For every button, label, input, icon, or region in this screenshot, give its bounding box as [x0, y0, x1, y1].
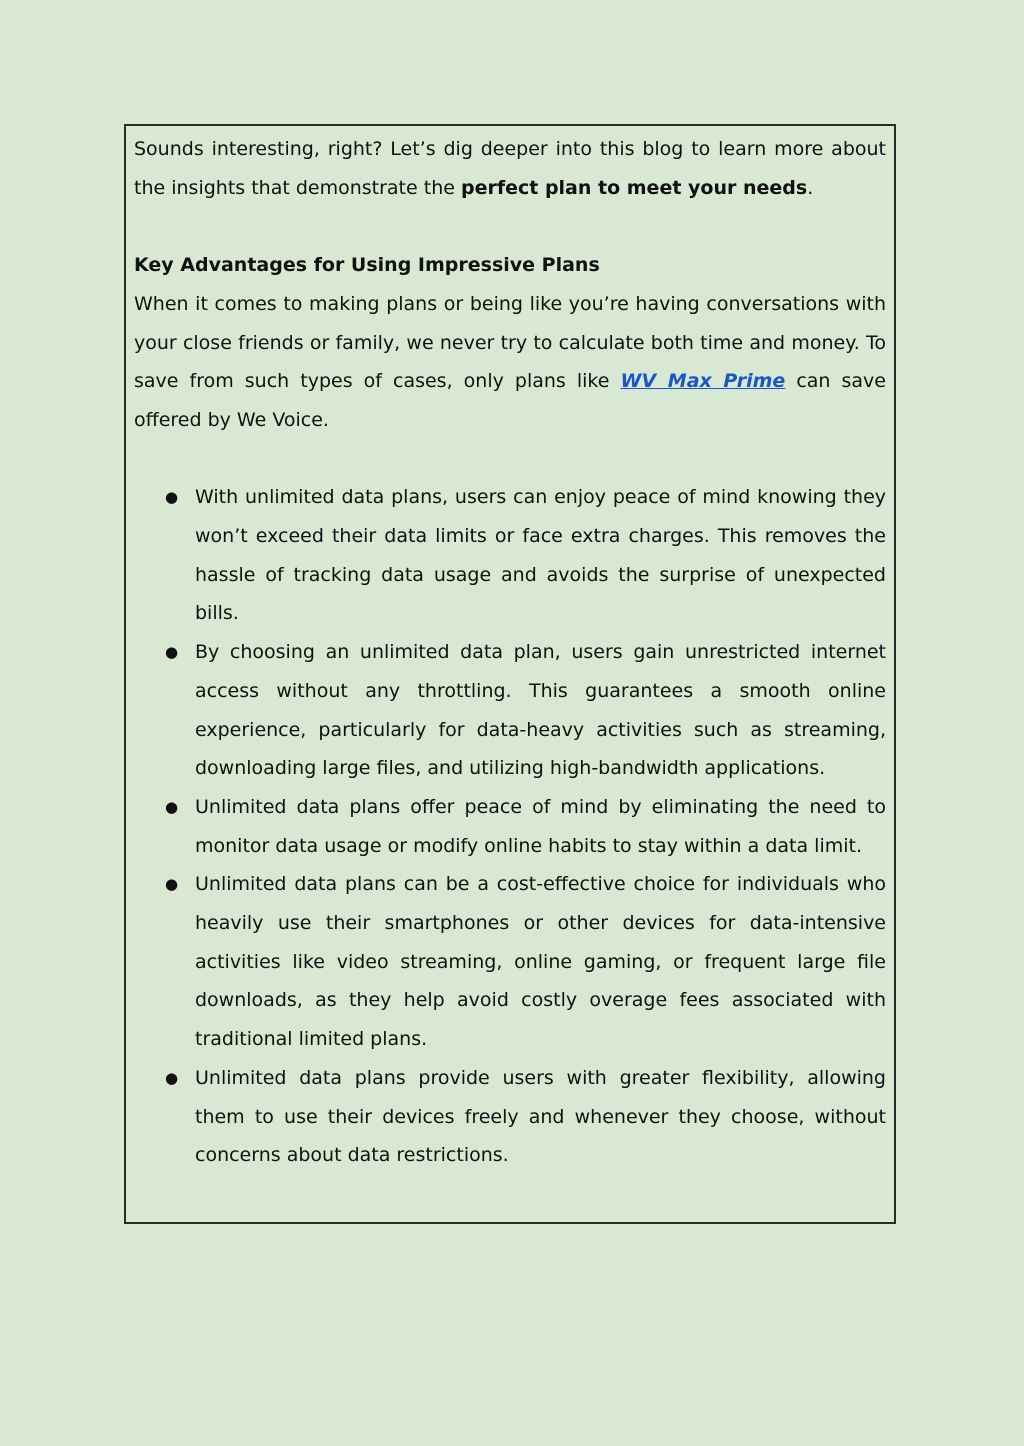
list-item [134, 865, 886, 1059]
list-item [134, 788, 886, 865]
list-item [134, 633, 886, 788]
content-box [124, 124, 896, 1224]
section-heading: Key Advantages for Using Impressive Plans [134, 254, 600, 277]
bullet-icon: ● [165, 1068, 179, 1087]
intro-text-end: . [807, 176, 814, 199]
section-text: When it comes to making plans or being like you’re having conversations with your close friends or family, we never try to calculate both time and money. To save from such types of cases, only plans like [134, 292, 886, 393]
bullet-icon: ● [165, 875, 179, 894]
list-item-text: Unlimited data plans offer peace of mind by eliminating the need to monitor data usage or modify online habits to stay within a data limit. [195, 795, 886, 857]
list-item-text: By choosing an unlimited data plan, users gain unrestricted internet access without any throttling. This guarantees a smooth online experience, particularly for data-heavy activities such as streaming, downloading large files, and utilizing high-bandwidth applications. [195, 641, 886, 780]
section-text-end: can save offered by We Voice. [134, 370, 886, 431]
bullet-icon: ● [165, 643, 179, 662]
advantages-list [134, 478, 886, 1175]
bullet-icon: ● [165, 797, 179, 816]
section-paragraph [134, 285, 886, 440]
intro-text: Sounds interesting, right? Let’s dig deeper into this blog to learn more about the insights that demonstrate the [134, 138, 886, 199]
spacer [134, 207, 886, 246]
list-item-text: Unlimited data plans can be a cost-effective choice for individuals who heavily use their smartphones or other devices for data-intensive activities like video streaming, online gaming, or frequent large file downloads, as they help avoid costly overage fees associated with traditional limited plans. [195, 873, 886, 1051]
bullet-icon: ● [165, 488, 179, 507]
list-item-text: Unlimited data plans provide users with greater flexibility, allowing them to use their devices freely and whenever they choose, without concerns about data restrictions. [195, 1066, 886, 1167]
list-item [134, 478, 886, 633]
wv-max-prime-link[interactable]: WV Max Prime [620, 370, 786, 393]
list-item [134, 1059, 886, 1175]
intro-bold-text: perfect plan to meet your needs [460, 176, 808, 199]
intro-paragraph [134, 130, 886, 207]
list-item-text: With unlimited data plans, users can enjoy peace of mind knowing they won’t exceed their data limits or face extra charges. This removes the hassle of tracking data usage and avoids the surprise of unexpected bills. [195, 486, 886, 625]
spacer [134, 440, 886, 479]
